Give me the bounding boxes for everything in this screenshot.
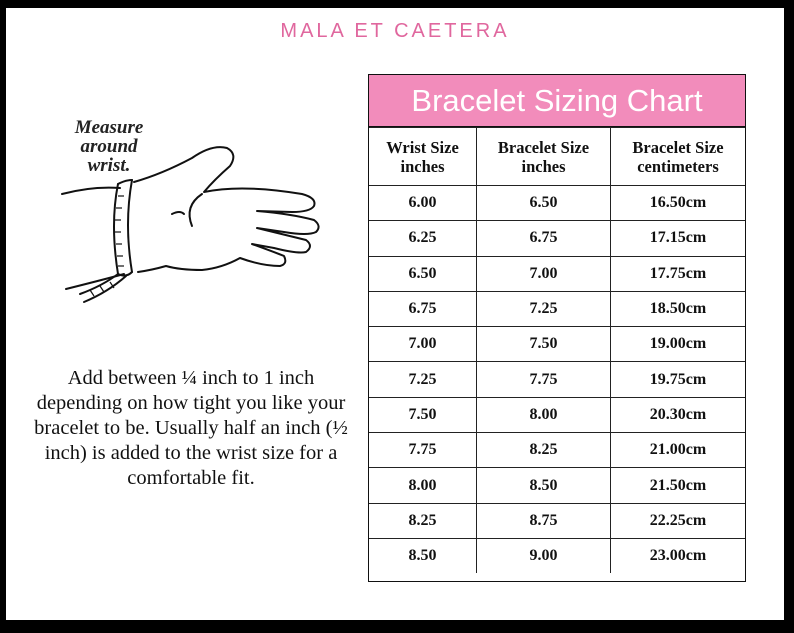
table-row bbox=[369, 468, 745, 503]
header-line: centimeters bbox=[637, 156, 719, 176]
bracelet-cm-cell: 21.00cm bbox=[611, 433, 746, 468]
wrist-cell: 8.50 bbox=[369, 538, 477, 573]
brand-title: MALA ET CAETERA bbox=[280, 20, 510, 42]
bracelet-in-cell: 7.75 bbox=[477, 362, 611, 397]
table-row bbox=[369, 538, 745, 573]
page-frame bbox=[6, 8, 784, 620]
header-line: Wrist Size bbox=[386, 137, 459, 157]
measure-label-line: around bbox=[80, 136, 138, 157]
header-wrist-size bbox=[369, 128, 477, 186]
bracelet-cm-cell: 23.00cm bbox=[611, 538, 746, 573]
table-header-row bbox=[369, 128, 745, 186]
table-row bbox=[369, 433, 745, 468]
wrist-cell: 7.75 bbox=[369, 433, 477, 468]
table-row bbox=[369, 256, 745, 291]
wrist-cell: 7.00 bbox=[369, 327, 477, 362]
bracelet-cm-cell: 19.75cm bbox=[611, 362, 746, 397]
table-row bbox=[369, 221, 745, 256]
bracelet-cm-cell: 21.50cm bbox=[611, 468, 746, 503]
header-line: inches bbox=[400, 156, 445, 176]
measure-label-line: wrist. bbox=[87, 155, 131, 176]
bracelet-cm-cell: 18.50cm bbox=[611, 291, 746, 326]
header-line: Bracelet Size bbox=[632, 137, 724, 157]
header-line: Bracelet Size bbox=[497, 137, 590, 157]
table-row bbox=[369, 397, 745, 432]
wrist-cell: 6.25 bbox=[369, 221, 477, 256]
wrist-cell: 7.25 bbox=[369, 362, 477, 397]
wrist-cell: 7.50 bbox=[369, 397, 477, 432]
sizing-table bbox=[369, 127, 745, 573]
measure-label-line: Measure bbox=[74, 117, 144, 138]
bracelet-in-cell: 6.75 bbox=[477, 221, 611, 256]
table-row bbox=[369, 362, 745, 397]
bracelet-cm-cell: 19.00cm bbox=[611, 327, 746, 362]
chart-title: Bracelet Sizing Chart bbox=[369, 75, 745, 127]
bracelet-cm-cell: 22.25cm bbox=[611, 503, 746, 538]
sizing-chart bbox=[368, 74, 746, 582]
bracelet-in-cell: 6.50 bbox=[477, 186, 611, 221]
table-row bbox=[369, 186, 745, 221]
bracelet-in-cell: 8.75 bbox=[477, 503, 611, 538]
bracelet-cm-cell: 17.15cm bbox=[611, 221, 746, 256]
header-bracelet-inches bbox=[477, 128, 611, 186]
bracelet-in-cell: 7.50 bbox=[477, 327, 611, 362]
table-row bbox=[369, 503, 745, 538]
hand-wrist-illustration bbox=[52, 114, 342, 309]
bracelet-in-cell: 9.00 bbox=[477, 538, 611, 573]
bracelet-in-cell: 8.00 bbox=[477, 397, 611, 432]
bracelet-cm-cell: 17.75cm bbox=[611, 256, 746, 291]
table-row bbox=[369, 327, 745, 362]
bracelet-in-cell: 8.50 bbox=[477, 468, 611, 503]
bracelet-in-cell: 8.25 bbox=[477, 433, 611, 468]
wrist-cell: 8.25 bbox=[369, 503, 477, 538]
bracelet-cm-cell: 20.30cm bbox=[611, 397, 746, 432]
bracelet-in-cell: 7.00 bbox=[477, 256, 611, 291]
sizing-note: Add between ¼ inch to 1 inch depending on how tight you like your bracelet to be. Usually half an inch (½ inch) is added to the wrist size for a comfortable fit. bbox=[34, 367, 348, 489]
wrist-cell: 6.00 bbox=[369, 186, 477, 221]
header-line: inches bbox=[521, 156, 566, 176]
wrist-cell: 6.75 bbox=[369, 291, 477, 326]
header-bracelet-cm bbox=[611, 128, 746, 186]
wrist-cell: 6.50 bbox=[369, 256, 477, 291]
table-row bbox=[369, 291, 745, 326]
wrist-cell: 8.00 bbox=[369, 468, 477, 503]
bracelet-in-cell: 7.25 bbox=[477, 291, 611, 326]
bracelet-cm-cell: 16.50cm bbox=[611, 186, 746, 221]
